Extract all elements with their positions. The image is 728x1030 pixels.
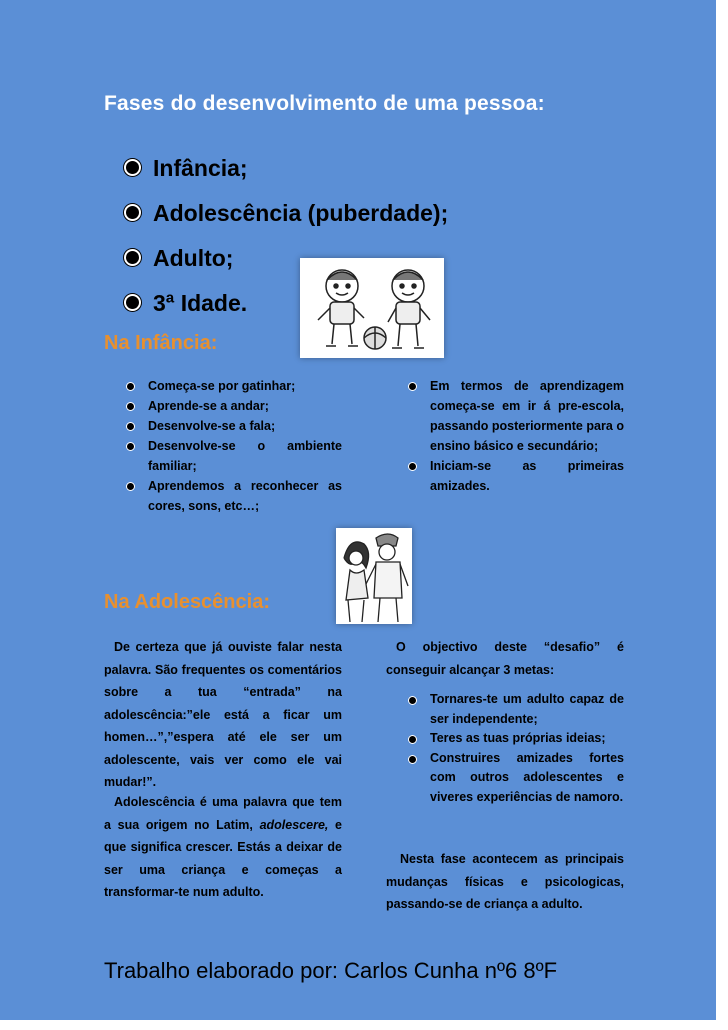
list-item: Desenvolve-se a fala;	[124, 416, 342, 436]
list-item: Aprende-se a andar;	[124, 396, 342, 416]
adolescencia-intro: O objectivo deste “desafio” é conseguir alcançar 3 metas:	[386, 640, 624, 677]
list-item: Aprendemos a reconhecer as cores, sons, etc…;	[124, 476, 342, 516]
adolescents-illustration	[336, 528, 412, 624]
bullet-icon	[124, 249, 141, 266]
adolescencia-outro: Nesta fase acontecem as principais mudanças físicas e psicologicas, passando-se de criança a adulto.	[386, 852, 624, 911]
list-item: Começa-se por gatinhar;	[124, 376, 342, 396]
bullet-icon	[408, 735, 417, 744]
children-illustration	[300, 258, 444, 358]
bullet-icon	[408, 382, 417, 391]
phase-item: 3ª Idade.	[124, 280, 448, 325]
infancia-heading: Na Infância:	[104, 332, 218, 354]
list-item: Iniciam-se as primeiras amizades.	[406, 456, 624, 496]
infancia-right-list	[406, 376, 624, 496]
adolescencia-heading: Na Adolescência:	[104, 591, 270, 613]
bullet-icon	[408, 462, 417, 471]
footer-credit: Trabalho elaborado por: Carlos Cunha nº6 8ºF	[104, 958, 558, 983]
bullet-icon	[124, 159, 141, 176]
adolescents-drawing	[336, 528, 412, 624]
bullet-icon	[408, 755, 417, 764]
adolescencia-paragraph-2: Adolescência é uma palavra que tem a sua origem no Latim, adolescere, e que significa crescer. Estás a deixar de ser uma criança e começas a transformar-te num adulto.	[104, 795, 342, 899]
phase-item: Adolescência (puberdade);	[124, 190, 448, 235]
bullet-icon	[126, 402, 135, 411]
page-edge-bottom	[0, 1020, 728, 1030]
children-drawing	[300, 258, 444, 358]
bullet-icon	[126, 482, 135, 491]
list-item: Em termos de aprendizagem começa-se em ir á pre-escola, passando posteriormente para o ensino básico e secundário;	[406, 376, 624, 456]
list-item: Tornares-te um adulto capaz de ser independente;	[406, 690, 624, 729]
infancia-left-list	[124, 376, 342, 516]
list-item: Desenvolve-se o ambiente familiar;	[124, 436, 342, 476]
bullet-icon	[124, 294, 141, 311]
page-edge-right	[716, 0, 728, 1030]
adolescencia-paragraph-1: De certeza que já ouviste falar nesta palavra. São frequentes os comentários sobre a tua “entrada” na adolescência:”ele está a ficar um homen…”,”espera até ele ser um adolescente, vais ver como ele vai mudar!”.	[104, 640, 342, 789]
list-item: Construires amizades fortes com outros adolescentes e viveres experiências de namoro.	[406, 749, 624, 808]
bullet-icon	[124, 204, 141, 221]
phase-item: Adulto;	[124, 235, 448, 280]
phase-item: Infância;	[124, 145, 448, 190]
list-item: Teres as tuas próprias ideias;	[406, 729, 624, 749]
bullet-icon	[408, 696, 417, 705]
page-title: Fases do desenvolvimento de uma pessoa:	[104, 92, 545, 115]
bullet-icon	[126, 422, 135, 431]
goals-list	[406, 690, 624, 807]
bullet-icon	[126, 442, 135, 451]
bullet-icon	[126, 382, 135, 391]
